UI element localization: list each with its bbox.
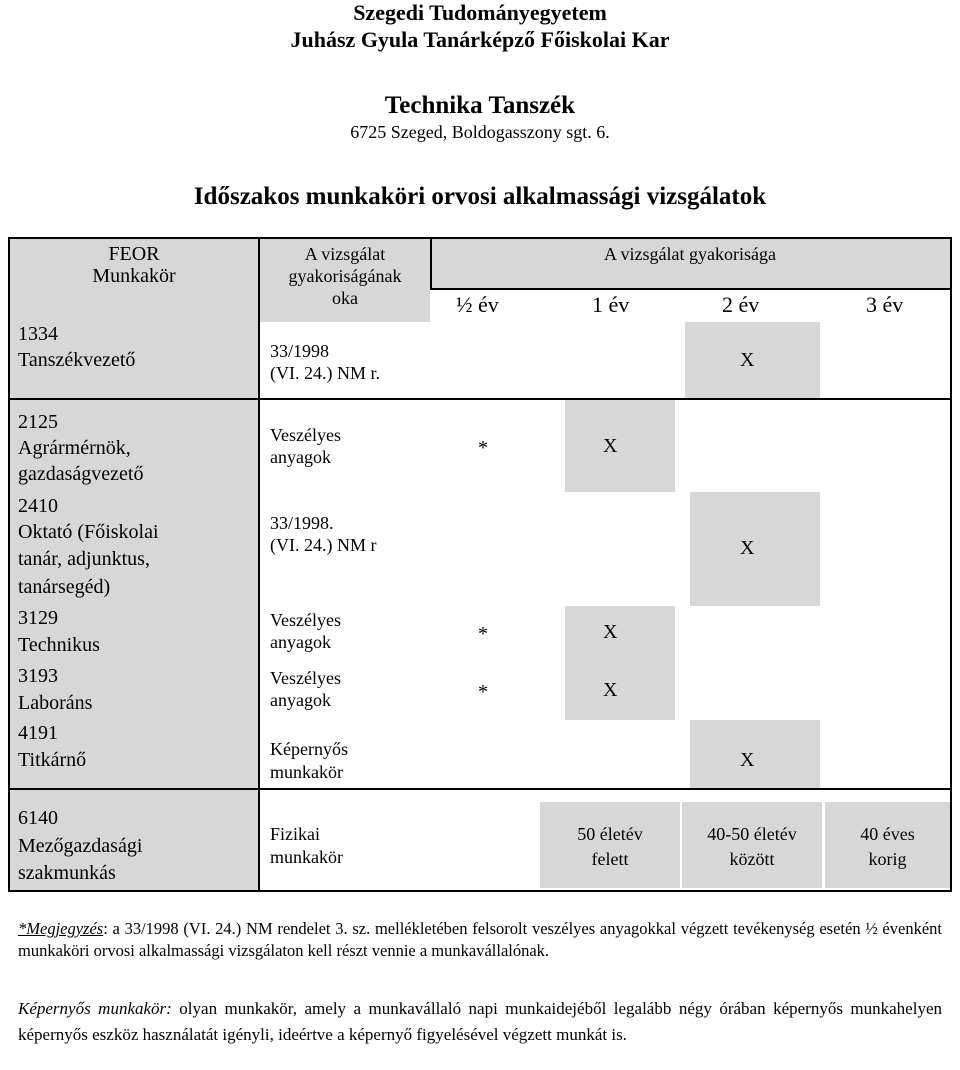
row-1334-job: Tanszékvezető bbox=[18, 349, 136, 371]
note-screen-work bbox=[18, 996, 942, 1048]
freq-cell-line: 40 éves bbox=[860, 824, 915, 844]
row-4191-code: 4191 bbox=[18, 722, 58, 744]
page-title: Időszakos munkaköri orvosi alkalmassági vizsgálatok bbox=[193, 183, 767, 210]
reason-header-line: gyakoriságának bbox=[288, 266, 402, 286]
mark-x: X bbox=[603, 435, 618, 457]
freq-cell-line: 50 életév bbox=[577, 824, 643, 844]
department-address: 6725 Szeged, Boldogasszony sgt. 6. bbox=[350, 122, 610, 142]
mark-x: X bbox=[740, 537, 755, 559]
row-6140-code: 6140 bbox=[18, 807, 58, 829]
row-3193-reason: Veszélyes bbox=[270, 668, 341, 688]
row-6140-job: szakmunkás bbox=[18, 862, 116, 884]
note-hazardous-label: *Megjegyzés bbox=[18, 919, 104, 938]
column-separator bbox=[258, 237, 260, 892]
row-2410-job: Oktató (Főiskolai bbox=[18, 521, 159, 543]
row-2410-code: 2410 bbox=[18, 495, 58, 517]
freq-cell-line: felett bbox=[591, 849, 629, 869]
row-6140-reason: Fizikai bbox=[270, 824, 320, 844]
row-6140-freq-3 bbox=[825, 823, 950, 870]
freq-cell-line: korig bbox=[868, 849, 907, 869]
row-1334-reason: 33/1998 bbox=[270, 341, 330, 361]
row-2125-reason: Veszélyes bbox=[270, 425, 341, 445]
row-6140-freq-1 bbox=[540, 823, 680, 870]
table-border-left bbox=[8, 237, 10, 892]
freq-cell-line: 40-50 életév bbox=[707, 824, 797, 844]
department-name: Technika Tanszék bbox=[384, 92, 576, 119]
note-hazardous bbox=[18, 918, 942, 962]
row-2125-job: Agrármérnök, bbox=[18, 437, 131, 459]
feor-header-line: Munkakör bbox=[92, 265, 176, 287]
reason-header-line: oka bbox=[332, 288, 358, 308]
row-4191-reason: munkakör bbox=[270, 762, 343, 782]
faculty-name: Juhász Gyula Tanárképző Főiskolai Kar bbox=[290, 27, 670, 52]
row-3129-job: Technikus bbox=[18, 634, 100, 656]
row-3129-code: 3129 bbox=[18, 607, 58, 629]
freq-header-separator bbox=[430, 288, 952, 290]
row-2125-reason: anyagok bbox=[270, 447, 331, 467]
row-1334-reason: (VI. 24.) NM r. bbox=[270, 363, 380, 383]
feor-header-line: FEOR bbox=[108, 243, 160, 265]
mark-x: X bbox=[603, 621, 618, 643]
frequency-header: A vizsgálat gyakorisága bbox=[604, 244, 776, 264]
row-4191-reason: Képernyős bbox=[270, 739, 348, 759]
row-3193-code: 3193 bbox=[18, 665, 58, 687]
row-3193-reason: anyagok bbox=[270, 690, 331, 710]
freq-half-year: ½ év bbox=[456, 292, 499, 317]
row-2410-job: tanársegéd) bbox=[18, 576, 111, 598]
hl-3129-1ev bbox=[565, 606, 675, 720]
mark-star: * bbox=[478, 437, 488, 459]
note-screen-label: Képernyős munkakör: bbox=[18, 999, 172, 1018]
hl-2410-2ev bbox=[690, 492, 820, 606]
note-screen-text: olyan munkakör, amely a munkavállaló napi munkaidejéből legalább négy órában képernyős munkahelyen képernyős eszköz használatát igényli, ideértve a képernyő figyelésével végzett munkát is. bbox=[18, 999, 942, 1044]
freq-2-year: 2 év bbox=[722, 292, 760, 317]
row-3129-reason: anyagok bbox=[270, 632, 331, 652]
mark-x: X bbox=[740, 349, 755, 371]
row-3129-reason: Veszélyes bbox=[270, 610, 341, 630]
row-6140-freq-2 bbox=[682, 823, 822, 870]
mark-star: * bbox=[478, 623, 488, 645]
row-6140-job: Mezőgazdasági bbox=[18, 835, 143, 857]
row-2410-job: tanár, adjunktus, bbox=[18, 548, 150, 570]
row-3193-job: Laboráns bbox=[18, 692, 93, 714]
row-2125-job: gazdaságvezető bbox=[18, 463, 144, 485]
university-name: Szegedi Tudományegyetem bbox=[353, 0, 607, 25]
hl-2125-1ev bbox=[565, 400, 675, 492]
row-2125-code: 2125 bbox=[18, 411, 58, 433]
note-hazardous-text: : a 33/1998 (VI. 24.) NM rendelet 3. sz. mellékletében felsorolt veszélyes anyagokkal végzett tevékenység esetén ½ évenként munkaköri orvosi alkalmassági vizsgálaton kell részt vennie a munkavállalónak. bbox=[18, 919, 942, 960]
row-separator bbox=[8, 788, 952, 790]
row-2410-reason: (VI. 24.) NM r bbox=[270, 535, 377, 555]
freq-cell-line: között bbox=[729, 849, 775, 869]
row-2410-reason: 33/1998. bbox=[270, 513, 334, 533]
feor-header bbox=[10, 243, 258, 287]
mark-x: X bbox=[740, 749, 755, 771]
mark-x: X bbox=[603, 679, 618, 701]
table-border-right bbox=[950, 237, 952, 892]
table-border-bottom bbox=[8, 890, 952, 892]
reason-header bbox=[260, 243, 430, 309]
table-border-top bbox=[8, 237, 952, 239]
freq-3-year: 3 év bbox=[866, 292, 904, 317]
row-1334-code: 1334 bbox=[18, 323, 58, 345]
row-4191-job: Titkárnő bbox=[18, 749, 87, 771]
hl-4191-2ev bbox=[690, 720, 820, 788]
row-6140-reason: munkakör bbox=[270, 847, 343, 867]
freq-1-year: 1 év bbox=[592, 292, 630, 317]
mark-star: * bbox=[478, 681, 488, 703]
row-separator bbox=[8, 398, 952, 400]
reason-header-line: A vizsgálat bbox=[304, 244, 386, 264]
